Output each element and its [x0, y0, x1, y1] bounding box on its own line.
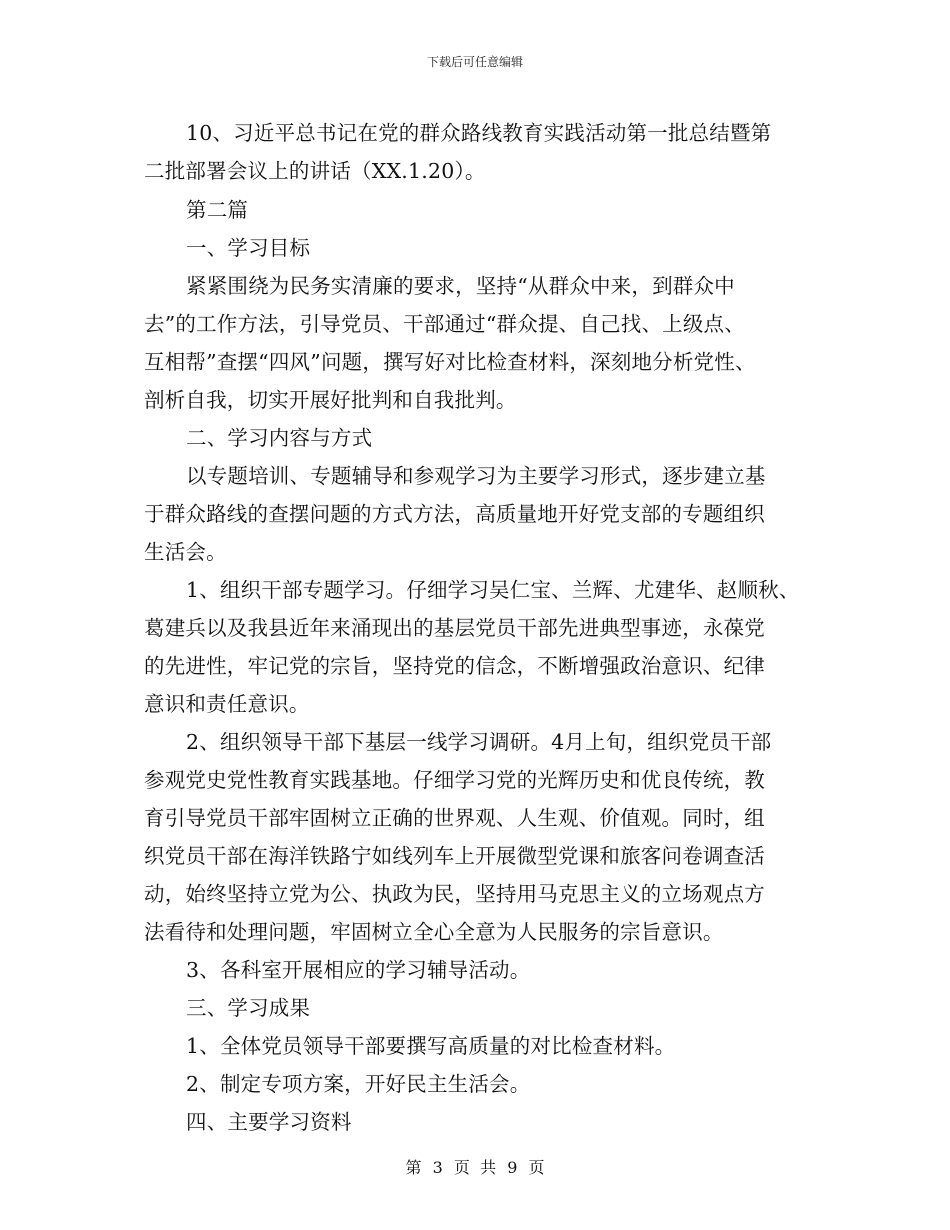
- text-line: 意识和责任意识。: [144, 692, 310, 716]
- footer-suffix: 页: [528, 1158, 545, 1177]
- current-page-number: 3: [432, 1158, 443, 1177]
- text-line: 2、制定专项方案，开好民主生活会。: [186, 1072, 531, 1096]
- text-line: 织党员干部在海洋铁路宁如线列车上开展微型党课和旅客问卷调查活: [144, 844, 765, 868]
- text-line: 3、各科室开展相应的学习辅导活动。: [186, 958, 531, 982]
- text-line: 10、习近平总书记在党的群众路线教育实践活动第一批总结暨第: [186, 121, 772, 145]
- text-line: 育引导党员干部牢固树立正确的世界观、人生观、价值观。同时，组: [144, 806, 765, 830]
- text-line: 2、组织领导干部下基层一线学习调研。4月上旬，组织党员干部: [186, 730, 772, 754]
- text-line: 二批部署会议上的讲话（XX.1.20）。: [144, 159, 486, 183]
- total-page-number: 9: [507, 1158, 518, 1177]
- page-header: 下载后可任意编辑: [426, 55, 523, 69]
- text-line: 法看待和处理问题，牢固树立全心全意为人民服务的宗旨意识。: [144, 920, 724, 944]
- section-heading: 一、学习目标: [186, 236, 311, 260]
- text-line: 动，始终坚持立党为公、执政为民，坚持用马克思主义的立场观点方: [144, 882, 765, 906]
- section-heading: 三、学习成果: [186, 996, 311, 1020]
- text-line: 剖析自我，切实开展好批判和自我批判。: [144, 388, 517, 412]
- text-line: 互相帮”查摆“四风”问题，撰写好对比检查材料，深刻地分析党性、: [144, 350, 756, 374]
- page-footer: [0, 1155, 950, 1178]
- text-line: 于群众路线的查摆问题的方式方法，高质量地开好党支部的专题组织: [144, 502, 765, 526]
- text-line: 葛建兵以及我县近年来涌现出的基层党员干部先进典型事迹，永葆党: [144, 616, 765, 640]
- section-heading: 二、学习内容与方式: [186, 426, 373, 450]
- text-line: 参观党史党性教育实践基地。仔细学习党的光辉历史和优良传统，教: [144, 768, 765, 792]
- text-line: 去”的工作方法，引导党员、干部通过“群众提、自己找、上级点、: [144, 312, 745, 336]
- text-line: 以专题培训、专题辅导和参观学习为主要学习形式，逐步建立基: [186, 464, 766, 488]
- text-line: 的先进性，牢记党的宗旨，坚持党的信念，不断增强政治意识、纪律: [144, 654, 765, 678]
- text-line: 1、组织干部专题学习。仔细学习吴仁宝、兰辉、尤建华、赵顺秋、: [186, 578, 800, 602]
- text-line: 1、全体党员领导干部要撰写高质量的对比检查材料。: [186, 1034, 676, 1058]
- footer-middle: 页 共: [453, 1158, 497, 1177]
- text-line: 生活会。: [144, 540, 227, 564]
- section-heading: 四、主要学习资料: [186, 1110, 352, 1134]
- section-heading: 第二篇: [186, 198, 249, 222]
- footer-prefix: 第: [405, 1158, 422, 1177]
- text-line: 紧紧围绕为民务实清廉的要求，坚持“从群众中来，到群众中: [186, 274, 735, 298]
